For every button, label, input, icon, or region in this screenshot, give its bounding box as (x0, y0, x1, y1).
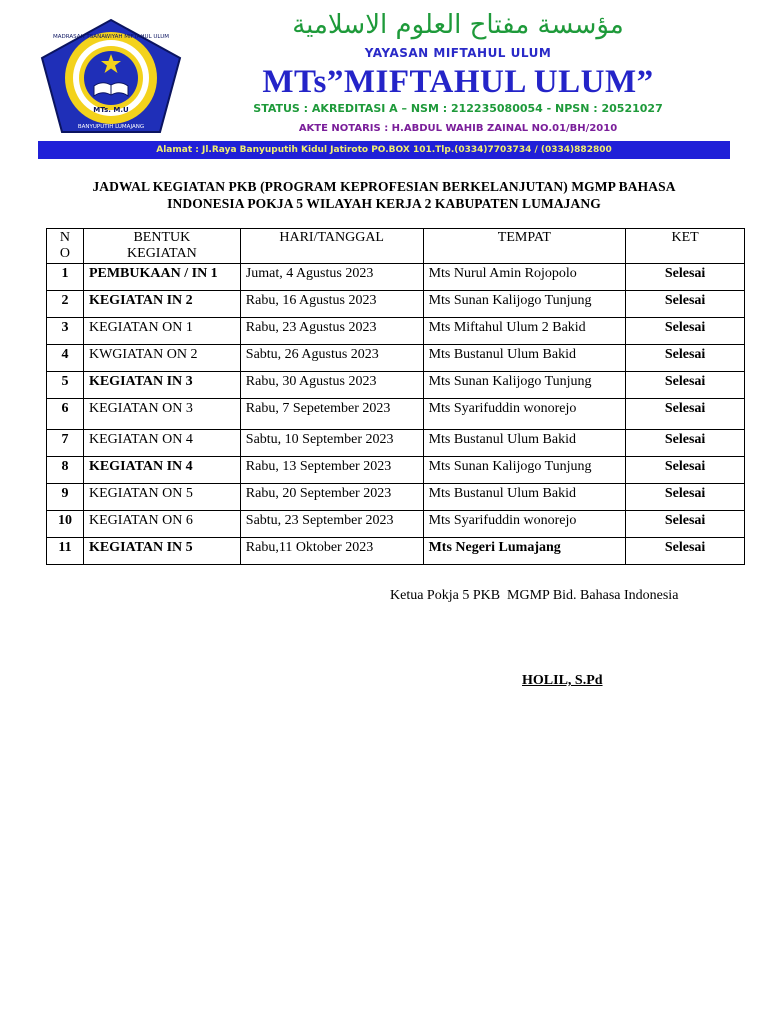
school-name: MTs”MIFTAHUL ULUM” (262, 64, 654, 100)
title-line-1: JADWAL KEGIATAN PKB (PROGRAM KEPROFESIAN BERKELANJUTAN) MGMP BAHASA (92, 179, 676, 194)
document-title (40, 178, 728, 212)
cell-ket: Selesai (626, 511, 745, 538)
cell-tempat: Mts Negeri Lumajang (423, 538, 626, 565)
address-bar: Alamat : Jl.Raya Banyuputih Kidul Jatiroto PO.BOX 101.Tlp.(0334)7703734 / (0334)882800 (38, 141, 730, 159)
cell-bentuk: KEGIATAN ON 5 (83, 484, 240, 511)
cell-bentuk: KEGIATAN IN 5 (83, 538, 240, 565)
header-tempat: TEMPAT (423, 229, 626, 264)
cell-bentuk: KEGIATAN ON 6 (83, 511, 240, 538)
header-no: N O (47, 229, 84, 264)
letterhead (38, 8, 730, 160)
table-row (47, 345, 745, 372)
cell-tempat: Mts Bustanul Ulum Bakid (423, 484, 626, 511)
cell-ket: Selesai (626, 430, 745, 457)
foundation-name: YAYASAN MIFTAHUL ULUM (364, 46, 552, 60)
cell-bentuk: KEGIATAN ON 3 (83, 399, 240, 430)
cell-bentuk: KEGIATAN ON 1 (83, 318, 240, 345)
cell-tempat: Mts Syarifuddin wonorejo (423, 399, 626, 430)
cell-tempat: Mts Bustanul Ulum Bakid (423, 345, 626, 372)
cell-hari: Rabu, 30 Agustus 2023 (240, 372, 423, 399)
cell-bentuk: KEGIATAN IN 4 (83, 457, 240, 484)
header-hari-tanggal: HARI/TANGGAL (240, 229, 423, 264)
cell-ket: Selesai (626, 538, 745, 565)
table-row (47, 318, 745, 345)
cell-ket: Selesai (626, 345, 745, 372)
cell-no: 1 (47, 264, 84, 291)
logo-text-top: MADRASAH TSANAWIYAH MIFTAHUL ULUM (53, 34, 169, 40)
signatory-role: Ketua Pokja 5 PKB MGMP Bid. Bahasa Indonesia (390, 588, 679, 603)
table-row (47, 511, 745, 538)
cell-ket: Selesai (626, 399, 745, 430)
cell-tempat: Mts Nurul Amin Rojopolo (423, 264, 626, 291)
cell-hari: Rabu, 7 Sepetember 2023 (240, 399, 423, 430)
accreditation-status: STATUS : AKREDITASI A – NSM : 212235080054 - NPSN : 20521027 (253, 102, 663, 115)
table-row (47, 457, 745, 484)
cell-hari: Rabu, 16 Agustus 2023 (240, 291, 423, 318)
table-row (47, 372, 745, 399)
cell-no: 10 (47, 511, 84, 538)
cell-no: 9 (47, 484, 84, 511)
cell-tempat: Mts Syarifuddin wonorejo (423, 511, 626, 538)
cell-no: 8 (47, 457, 84, 484)
cell-tempat: Mts Sunan Kalijogo Tunjung (423, 457, 626, 484)
schedule-table (46, 228, 745, 565)
table-row (47, 430, 745, 457)
cell-no: 6 (47, 399, 84, 430)
header-ket: KET (626, 229, 745, 264)
cell-tempat: Mts Sunan Kalijogo Tunjung (423, 372, 626, 399)
cell-bentuk: PEMBUKAAN / IN 1 (83, 264, 240, 291)
logo-text-bottom: BANYUPUTIH LUMAJANG (77, 124, 145, 130)
cell-no: 7 (47, 430, 84, 457)
table-row (47, 399, 745, 430)
table-row (47, 538, 745, 565)
title-line-2: INDONESIA POKJA 5 WILAYAH KERJA 2 KABUPATEN LUMAJANG (167, 196, 601, 211)
cell-hari: Sabtu, 26 Agustus 2023 (240, 345, 423, 372)
cell-no: 3 (47, 318, 84, 345)
cell-hari: Rabu, 20 September 2023 (240, 484, 423, 511)
cell-no: 4 (47, 345, 84, 372)
table-row (47, 484, 745, 511)
cell-ket: Selesai (626, 291, 745, 318)
cell-no: 11 (47, 538, 84, 565)
cell-tempat: Mts Sunan Kalijogo Tunjung (423, 291, 626, 318)
cell-hari: Rabu, 13 September 2023 (240, 457, 423, 484)
cell-bentuk: KEGIATAN ON 4 (83, 430, 240, 457)
table-row (47, 264, 745, 291)
cell-tempat: Mts Bustanul Ulum Bakid (423, 430, 626, 457)
cell-ket: Selesai (626, 457, 745, 484)
cell-bentuk: KEGIATAN IN 3 (83, 372, 240, 399)
notary-deed: AKTE NOTARIS : H.ABDUL WAHIB ZAINAL NO.01/BH/2010 (298, 123, 618, 134)
cell-hari: Jumat, 4 Agustus 2023 (240, 264, 423, 291)
cell-bentuk: KEGIATAN IN 2 (83, 291, 240, 318)
cell-ket: Selesai (626, 372, 745, 399)
cell-ket: Selesai (626, 318, 745, 345)
cell-hari: Sabtu, 10 September 2023 (240, 430, 423, 457)
logo-text-mid: MTs. M.U (93, 106, 129, 114)
cell-hari: Rabu,11 Oktober 2023 (240, 538, 423, 565)
school-logo (38, 18, 184, 136)
table-row (47, 291, 745, 318)
cell-ket: Selesai (626, 484, 745, 511)
cell-hari: Sabtu, 23 September 2023 (240, 511, 423, 538)
header-bentuk-kegiatan: BENTUK KEGIATAN (83, 229, 240, 264)
cell-no: 5 (47, 372, 84, 399)
cell-bentuk: KWGIATAN ON 2 (83, 345, 240, 372)
table-header-row (47, 229, 745, 264)
cell-hari: Rabu, 23 Agustus 2023 (240, 318, 423, 345)
signatory-name: HOLIL, S.Pd (522, 673, 603, 688)
cell-ket: Selesai (626, 264, 745, 291)
arabic-foundation-name: مؤسسة مفتاح العلوم الاسلامية (292, 10, 624, 40)
cell-tempat: Mts Miftahul Ulum 2 Bakid (423, 318, 626, 345)
cell-no: 2 (47, 291, 84, 318)
